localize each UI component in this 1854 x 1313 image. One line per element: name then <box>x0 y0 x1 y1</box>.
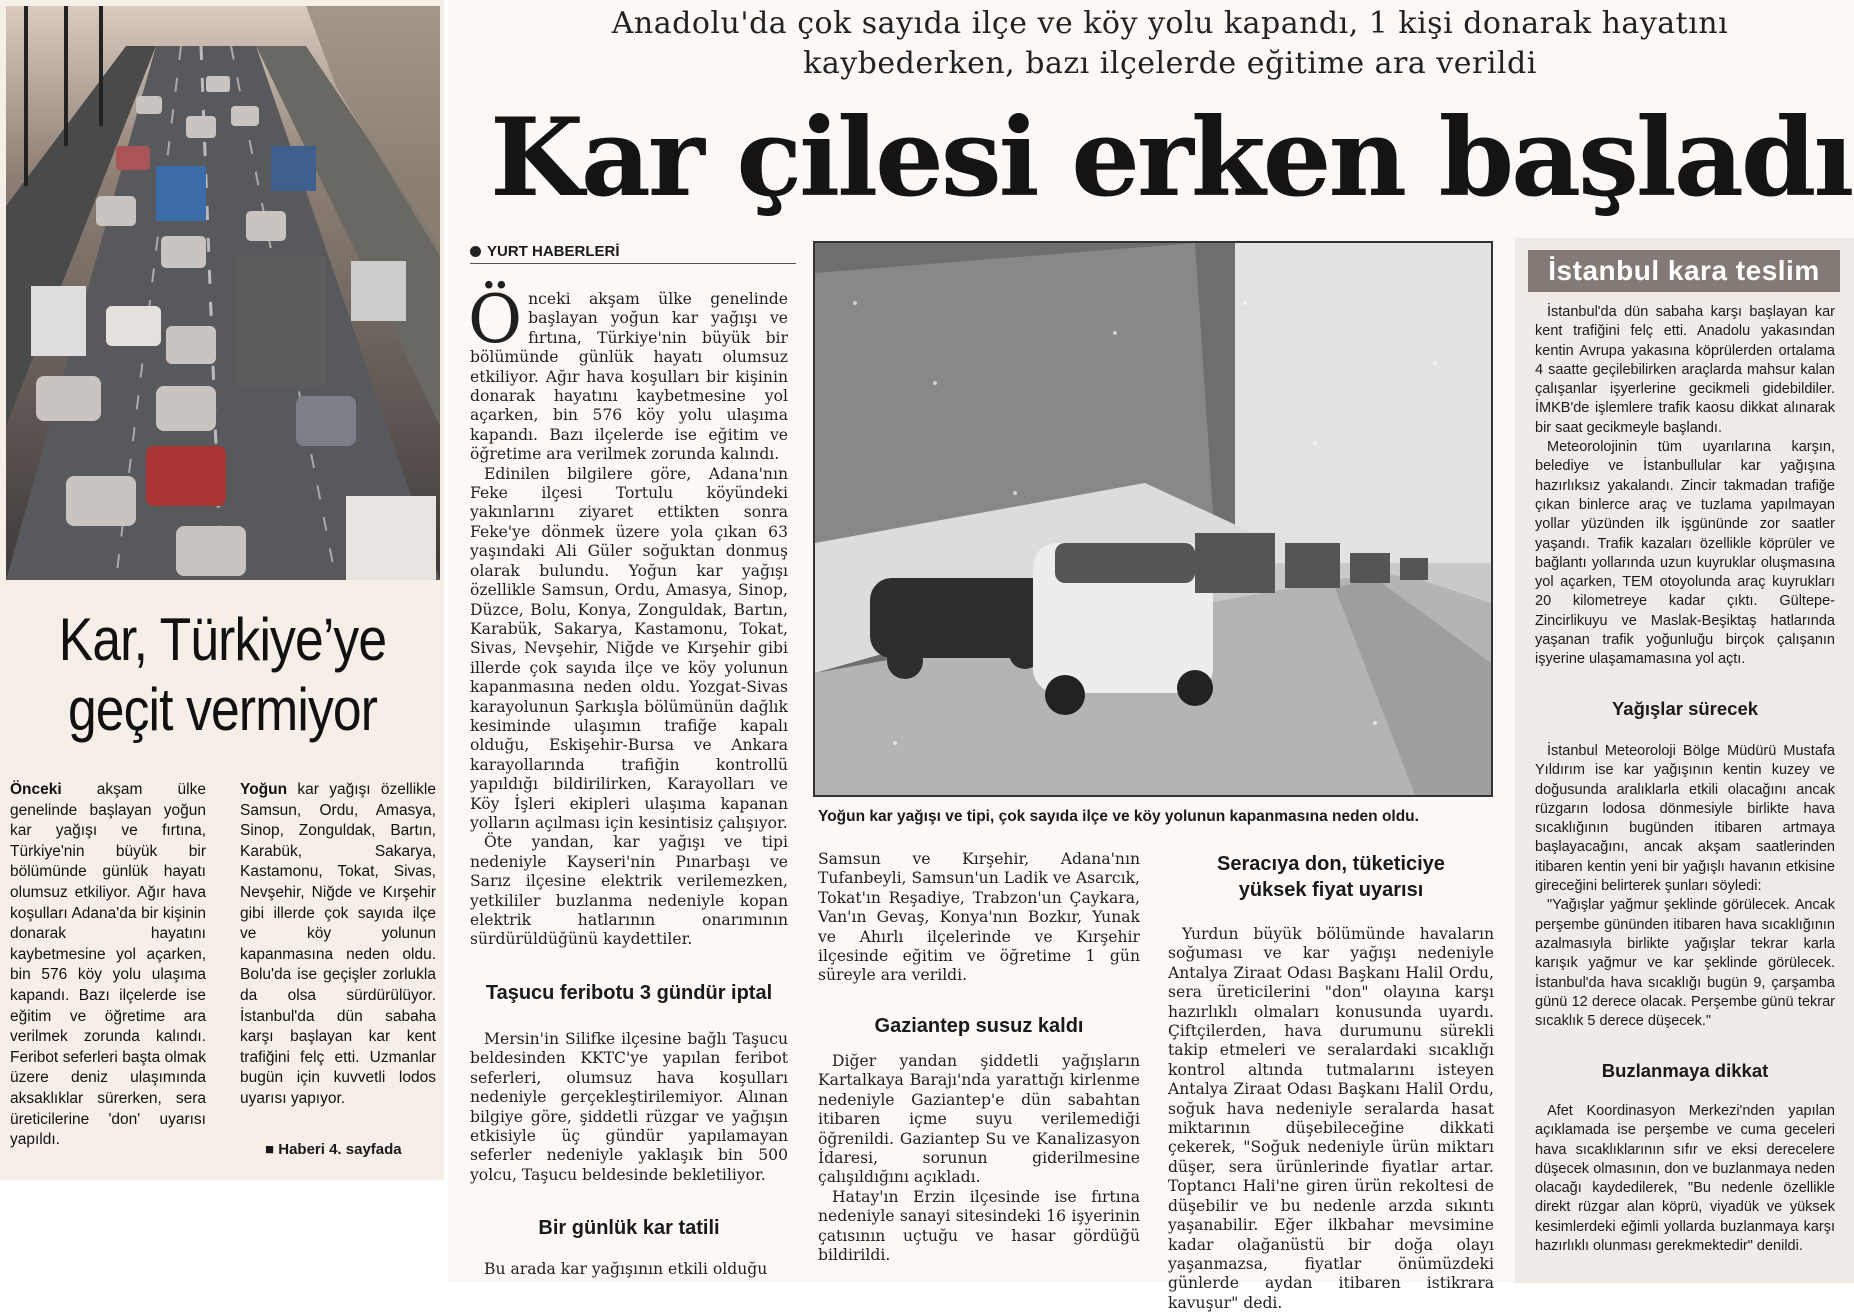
sidebar-head-rain: Yağışlar sürecek <box>1611 698 1759 719</box>
bullet-icon <box>470 246 481 257</box>
traffic-photo <box>6 6 440 580</box>
subhead-gaziantep: Gaziantep susuz kaldı <box>874 1015 1084 1037</box>
subhead-sera: Seracıya don, tüketiciye yüksek fiyat uyarısı <box>1217 853 1445 901</box>
snow-road-photo <box>813 241 1493 797</box>
sidebar-intro: İstanbul'da dün sabaha karşı başlayan kar kent trafiğini felç etti. Anadolu yakasından kentin Avrupa yakasına köprülerden ortalama 4 saatte geçilebilirken araçlarda mahsur kalan çalışanlar işyerlerine gecikmeli gidebildiler. İMKB'de işlemlere trafik kaosu dikkat alınarak bir saat gecikmeyle başlandı. Meteorolojinin tüm uyarılarına karşın, belediye ve İstanbullular kar yağışına hazırlıksız yakalandı. Zincir takmadan trafiğe çıkan binlerce araç ve tuzlama yapılmayan yollar yüzünden ilk işgününde zor saatler yaşandı. Trafik kazaları özellikle köprüler ve bağlantı yollarında uzun kuyruklar oluşmasına yol açarken, TEM otoyolunda araç kuyrukları 20 kilometreye kadar çıktı. Gültepe-Zincirlikuyu ve Maslak-Beşiktaş hatlarında yaşanan trafik yoğunluğu birçok çalışanın işyerine ulaşamamasına yol açtı. <box>1535 304 1835 668</box>
page-reference: ■ Haberi 4. sayfada <box>265 1141 402 1158</box>
photo-caption: Yoğun kar yağışı ve tipi, çok sayıda ilçe ve köy yolunun kapanmasına neden oldu. <box>818 808 1419 825</box>
subhead-tasucu: Taşucu feribotu 3 gündür iptal <box>485 982 773 1004</box>
left-title: Kar, Türkiye’ye geçit vermiyor <box>58 606 387 743</box>
drop-cap: Ö <box>468 281 523 358</box>
article-column-2: Samsun ve Kırşehir, Adana'nın Tufanbeyli, Samsun'un Ladik ve Asarcık, Tokat'ın Reşadiye, Trabzon'un Çaykara, Van'ın Gevaş, Konya'nın Bozkır, Yunak ve Ahırlı ilçelerinde ve Kırşehir ilçesinde eğitim ve öğretime 1 gün süreyle ara verildi. <box>818 850 1140 985</box>
divider <box>470 263 796 264</box>
article-column-1: Önceki akşam ülke genelinde başlayan yoğun kar yağışı ve fırtına, Türkiye'nin büyük bir bölümünde günlük hayatı olumsuz etkiliyor. Ağır hava koşulları bir kişinin donarak hayatını kaybetmesine yol açarken, bin 576 köy yolu ulaşıma kapandı. Bazı ilçelerde ise eğitim ve öğretime ara verilmek zorunda kalındı. Edinilen bilgilere göre, Adana'nın Feke ilçesi Tortulu köyündeki yakınlarını ziyaret ettikten sonra Feke'ye dönmek üzere yola çıkan 63 yaşındaki Ali Güler soğuktan donmuş olarak bulundu. Yoğun kar yağışı özellikle Samsun, Ordu, Amasya, Sinop, Düzce, Bolu, Konya, Zonguldak, Bartın, Karabük, Sakarya, Kastamonu, Tokat, Sivas, Nevşehir, Niğde ve Kırşehir gibi illerde çok sayıda ilçe ve köy yolunun kapanmasına neden oldu. Yozgat-Sivas karayolunun Şarkışla bölümünün dağlık kesiminde ulaşımın trafiğe kapalı olduğu, Eskişehir-Bursa ve Ankara karayollarında trafiğin kontrollü yapıldığı bildirilirken, Karayolları ve Köy İşleri ekipleri ulaşıma kapanan yolların açılması için kesintisiz çalışıyor. Öte yandan, kar yağışı ve tipi nedeniyle Kayseri'nin Pınarbaşı ve Sarız ilçesine elektrik verilemezken, yetkililer buzlanma nedeniyle kopan elektrik hatlarının onarımının sürdürüldüğünü kaydettiler. <box>468 281 788 949</box>
left-column-2: Yoğun kar yağışı özellikle Samsun, Ordu, Amasya, Sinop, Zonguldak, Bartın, Karabük, Sakarya, Kastamonu, Tokat, Sivas, Nevşehir, Niğde ve Kırşehir gibi illerde çok sayıda ilçe ve köy yolunun kapanmasına neden oldu. Bolu'da ise geçişler zorlukla da olsa sürdürülüyor. İstanbul'da dün sabaha karşı başlayan kar kent trafiğini felç etti. Uzmanlar bugün için kuvvetli lodos uyarısı yapıyor. <box>240 781 436 1107</box>
sidebar-head-ice: Buzlanmaya dikkat <box>1601 1060 1769 1081</box>
sidebar-banner: İstanbul kara teslim <box>1528 250 1840 292</box>
left-column-1: Önceki akşam ülke genelinde başlayan yoğun kar yağışı ve fırtına, Türkiye'nin büyük bir bölümünde günlük hayatı olumsuz etkiliyor. Ağır hava koşulları Adana'da bir kişinin donarak hayatını kaybetmesine yol açarken, bin 576 köy yolu ulaşıma kapandı. Bazı ilçelerde ise eğitim ve öğretime ara verilmek zorunda kalındı. Feribot seferleri başta olmak üzere deniz ulaşımında aksaklıklar sürerken, sera üreticilerine 'don' uyarısı yapıldı. <box>10 781 206 1149</box>
gaziantep-text: Diğer yandan şiddetli yağışların Kartalkaya Barajı'nda yarattığı kirlenme nedeniyle Gaziantep'e dün sabahtan itibaren içme suyu verilemediği öğrenildi. Gaziantep Su ve Kanalizasyon İdaresi, sorunun giderilmesine çalışıldığını açıkladı. Hatay'ın Erzin ilçesinde ise fırtına nedeniyle sanayi sitesindeki 16 işyerinin çatısının uçtuğu ve hasar gördüğü bildirildi. <box>818 1052 1140 1265</box>
tatil-text: Bu arada kar yağışının etkili olduğu <box>484 1260 768 1278</box>
tasucu-text: Mersin'in Silifke ilçesine bağlı Taşucu beldesinden KKTC'ye yapılan feribot seferleri, olumsuz hava koşulları nedeniyle gerçekleştirilemiyor. Alınan bilgiye göre, şiddetli rüzgar ve yağışın etkisiyle üç gündür yapılamayan seferler nedeniyle yaklaşık bin 500 yolcu, Taşucu beldesinde bekletiliyor. <box>470 1030 788 1184</box>
kicker: Anadolu'da çok sayıda ilçe ve köy yolu kapandı, 1 kişi donarak hayatını kaybederken, bazı ilçelerde eğitime ara verildi <box>611 6 1729 81</box>
sidebar-rain-text: İstanbul Meteoroloji Bölge Müdürü Mustafa Yıldırım ise kar yağışının kentin kuzey ve doğusunda aralıklarla etkili olacağını ancak rüzgarın lodosa dönmesiyle birlikte hava sıcaklığının bugünden itibaren artmaya başlayacağını, ancak akşam saatlerinden itibaren kentin yeni bir yağışlı havanın etkisine gireceğini belirterek şunları söyledi: "Yağışlar yağmur şeklinde görülecek. Ancak perşembe gününden itibaren hava sıcaklığının azalmasıyla birlikte yağışlar tekrar karla karışık yağmur ve kar şeklinde görülecek. İstanbul'da hava sıcaklığı bugün 9, çarşamba günü 12 derece olacak. Perşembe günü tekrar sıcaklık 5 derece düşecek." <box>1535 743 1835 1030</box>
sidebar-ice-text: Afet Koordinasyon Merkezi'nden yapılan açıklamada ise perşembe ve cuma geceleri hava sıcaklıklarının sıfır ve eksi derecelere düşecek olmasının, don ve buzlanmaya neden olacağı kaydedilerek, "Bu nedenle özellikle direkt rüzgar alan köprü, viyadük ve yüksek kesimlerdeki eğimli yollarda buzlanmaya karşı hazırlıklı olunması gerekmektedir" denildi. <box>1535 1103 1835 1255</box>
headline: Kar çilesi erken başladı <box>490 95 1852 221</box>
sera-text: Yurdun büyük bölümünde havaların soğuması ve kar yağışı nedeniyle Antalya Ziraat Odası Başkanı Halil Ordu, sera üreticilerini "don" olayına karşı hazırlıklı olmaları konusunda uyardı. Çiftçilerden, hava durumunu sürekli takip etmeleri ve seralardaki sıcaklığı kontrol altında tutmalarını isteyen Antalya Ziraat Odası Başkanı Halil Ordu, soğuk hava nedeniyle seralarda hasat miktarının düşebileceğine dikkati çekerek, "Soğuk nedeniyle ürün miktarı düşer, sera ürünlerinde fiyatlar artar. Toptancı Hali'ne giren ürün rekoltesi de düşebilir ve bu nedenle arzda sıkıntı yaşanabilir. Eğer ilkbahar mevsimine kadar olağanüstü bir doğa olayı yaşanmazsa, fiyatlar önümüzdeki günlerde aydan itibaren istikrara kavuşur" dedi. <box>1168 925 1494 1312</box>
department-label: YURT HABERLERİ <box>470 243 620 260</box>
subhead-tatil: Bir günlük kar tatili <box>538 1217 720 1239</box>
